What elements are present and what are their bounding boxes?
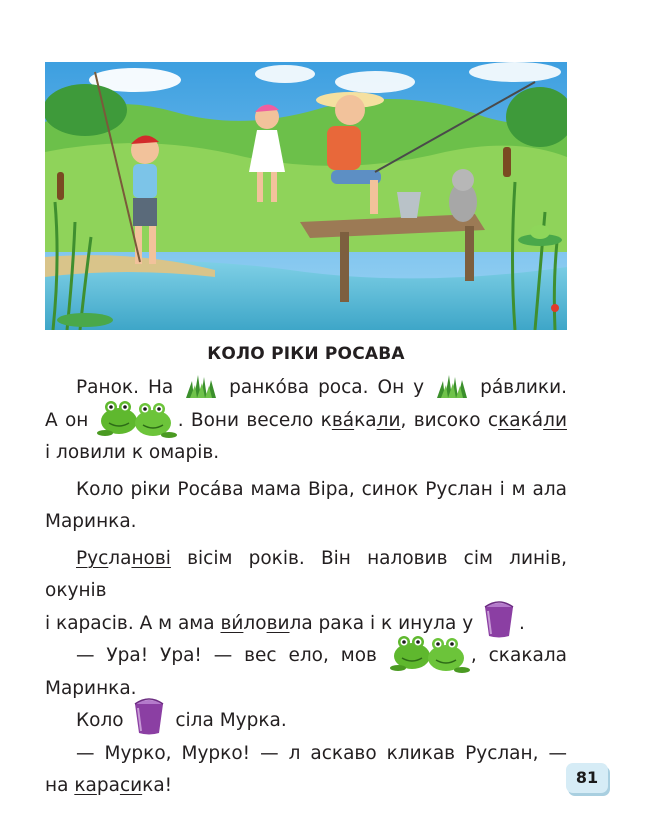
fishing-illustration bbox=[45, 62, 567, 330]
purple-bucket-icon bbox=[132, 698, 166, 736]
grass-tuft-icon bbox=[435, 371, 469, 399]
paragraph-5: Коло сіла Мурка. bbox=[45, 705, 567, 738]
paragraph-2: Коло ріки Роса́ва мама Віра, синок Руслан і м ала bbox=[76, 478, 567, 500]
paragraph-6: — Мурко, Мурко! — л аскаво кликав Руслан, — bbox=[76, 742, 567, 764]
story-text bbox=[45, 372, 567, 803]
paragraph-1-line-3: і ловили к омарів. bbox=[45, 442, 220, 463]
two-frogs-icon bbox=[97, 395, 177, 439]
paragraph-2-line-2: Маринка. bbox=[45, 511, 137, 532]
paragraph-3-line-2: і карасів. А м ама ви́ловила рака і к инула у . bbox=[45, 608, 567, 641]
two-frogs-icon bbox=[390, 630, 470, 674]
paragraph-6-line-2: на карасика! bbox=[45, 775, 173, 796]
paragraph-4-line-2: Маринка. bbox=[45, 677, 137, 699]
paragraph-4: — Ура! Ура! — вес ело, мов , скакала bbox=[45, 640, 567, 673]
page-number: 81 bbox=[566, 763, 608, 793]
story-title: КОЛО РІКИ РОСАВА bbox=[207, 344, 405, 364]
paragraph-1: Ранок. На ранко́ва роса. Он у ра́влики. bbox=[45, 372, 567, 405]
grass-tuft-icon bbox=[184, 371, 218, 399]
paragraph-1-line-2: А он . Вони весело ква́кали, високо скака́ли bbox=[45, 405, 567, 438]
paragraph-3: Русланові вісім років. Він наловив сім линів, окунів bbox=[45, 547, 567, 601]
purple-bucket-icon bbox=[482, 601, 516, 639]
